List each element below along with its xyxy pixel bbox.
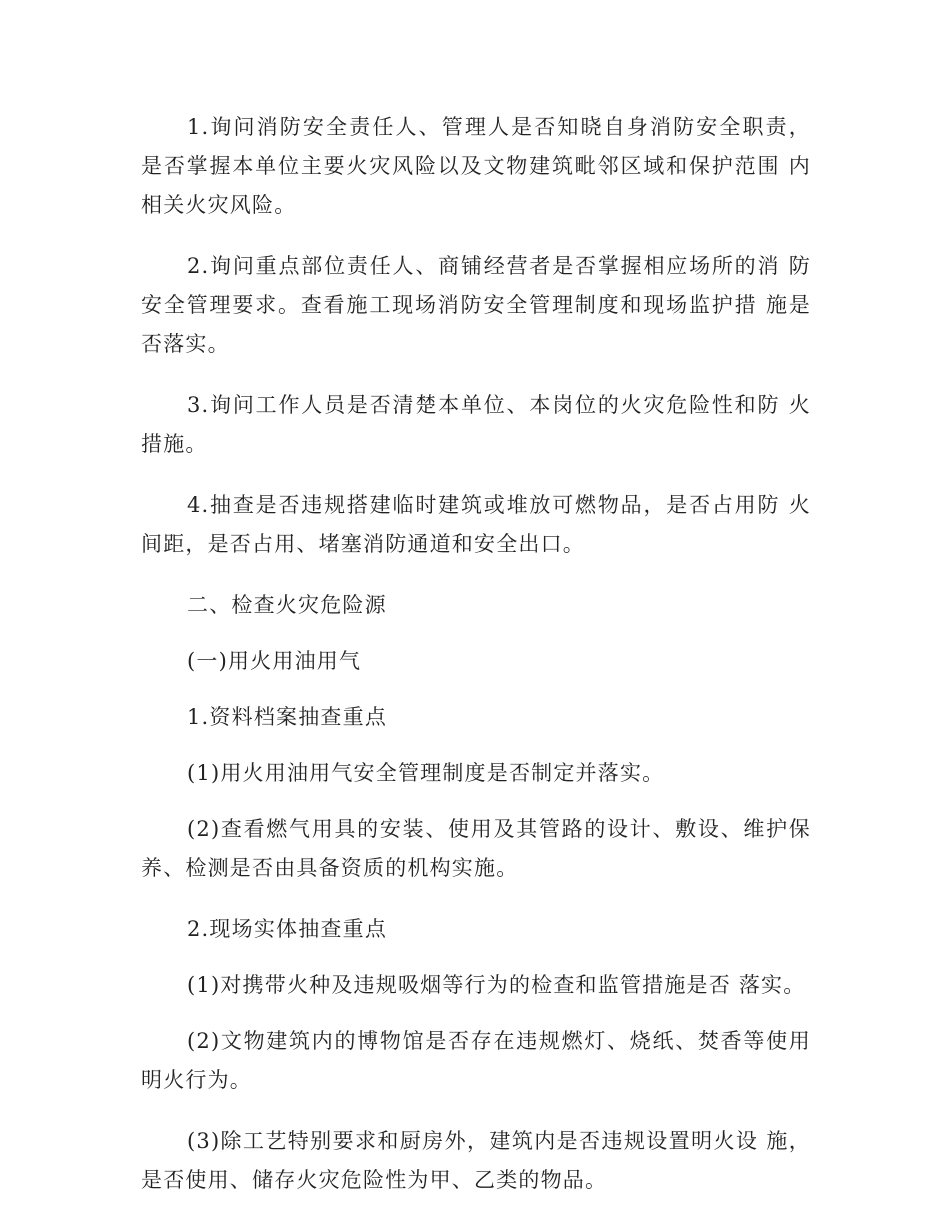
paragraph-inquiry-fire-safety-responsible: 1.询问消防安全责任人、管理人是否知晓自身消防安全职责， 是否掌握本单位主要火灾风险以及文物建筑毗邻区域和保护范围 内相关火灾风险。 <box>141 115 811 217</box>
item-heading-records-check: 1.资料档案抽查重点 <box>187 705 388 729</box>
paragraph-open-flame-facilities: (3)除工艺特别要求和厨房外，建筑内是否违规设置明火设 施，是否使用、储存火灾危险性为甲、乙类的物品。 <box>141 1129 811 1192</box>
document-body <box>141 108 811 1222</box>
paragraph-fire-source-smoking: (1)对携带火种及违规吸烟等行为的检查和监管措施是否 落实。 <box>187 973 806 997</box>
paragraph-museum-open-flame: (2)文物建筑内的博物馆是否存在违规燃灯、烧纸、焚香等使用明火行为。 <box>141 1029 811 1092</box>
paragraph-inquiry-staff: 3.询问工作人员是否清楚本单位、本岗位的火灾危险性和防 火措施。 <box>141 393 811 456</box>
paragraph-inquiry-key-areas: 2.询问重点部位责任人、商铺经营者是否掌握相应场所的消 防安全管理要求。查看施工现场消防安全管理制度和现场监护措 施是否落实。 <box>141 254 811 356</box>
section-heading-fire-hazard-sources: 二、检查火灾危险源 <box>187 593 387 617</box>
paragraph-spot-check-temporary-buildings: 4.抽查是否违规搭建临时建筑或堆放可燃物品，是否占用防 火间距，是否占用、堵塞消防通道和安全出口。 <box>141 493 811 556</box>
paragraph-gas-appliances: (2)查看燃气用具的安装、使用及其管路的设计、敷设、维护保养、检测是否由具备资质的机构实施。 <box>141 817 811 880</box>
paragraph-management-system: (1)用火用油用气安全管理制度是否制定并落实。 <box>187 761 665 785</box>
item-heading-onsite-check: 2.现场实体抽查重点 <box>187 917 388 941</box>
subsection-heading-fire-oil-gas: (一)用火用油用气 <box>187 649 362 673</box>
